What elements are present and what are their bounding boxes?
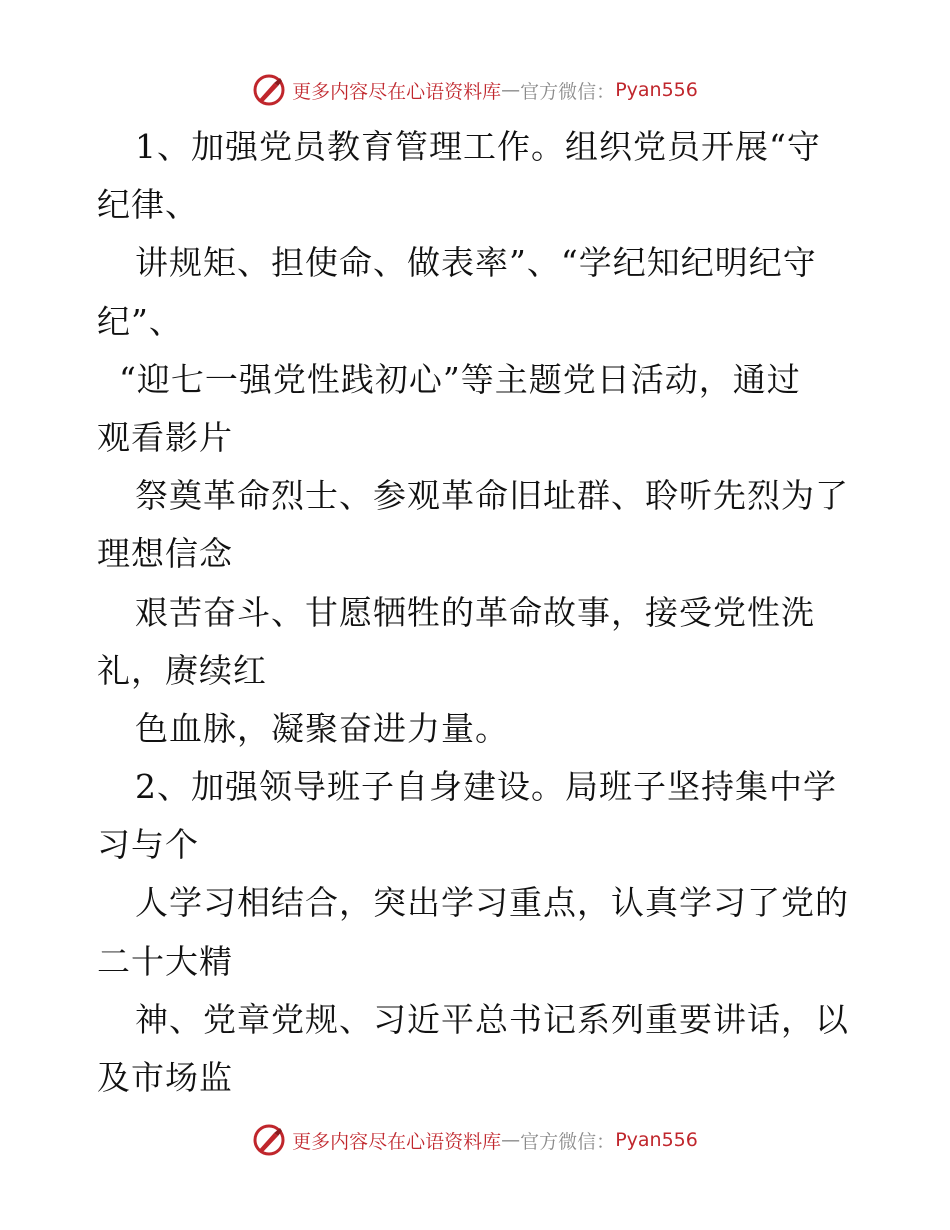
watermark-dash: — [501, 79, 521, 101]
text-line-7: 祭奠革命烈士、参观革命旧址群、聆听先烈为了 [135, 476, 849, 516]
watermark-dash: — [501, 1129, 521, 1151]
watermark-brand: 更多内容尽在心语资料库 [292, 80, 502, 103]
pen-logo-icon [252, 1123, 286, 1157]
text-line-4: 纪”、 [97, 301, 183, 341]
text-line-5: “迎七一强党性践初心”等主题党日活动，通过 [119, 359, 801, 399]
text-line-1: 1、加强党员教育管理工作。组织党员开展“守 [135, 127, 821, 166]
text-line-16: 神、党章党规、习近平总书记系列重要讲话，以 [135, 999, 849, 1039]
watermark-brand: 更多内容尽在心语资料库 [292, 1130, 502, 1153]
text-line-12: 2、加强领导班子自身建设。局班子坚持集中学 [135, 767, 837, 807]
watermark-account: Pyan556 [615, 1129, 698, 1151]
text-line-14: 人学习相结合，突出学习重点，认真学习了党的 [135, 883, 849, 923]
watermark-account: Pyan556 [615, 79, 698, 101]
pen-logo-icon [252, 73, 286, 107]
text-line-17: 及市场监 [97, 1058, 233, 1097]
document-body [97, 118, 857, 1107]
text-line-6: 观看影片 [97, 417, 233, 457]
text-line-13: 习与个 [97, 825, 199, 865]
watermark-suffix: 官方微信： [520, 80, 616, 103]
text-line-10: 礼，赓续红 [97, 650, 267, 690]
text-line-9: 艰苦奋斗、甘愿牺牲的革命故事，接受党性洗 [135, 592, 815, 632]
footer-watermark [0, 1120, 950, 1160]
text-line-11: 色血脉，凝聚奋进力量。 [135, 708, 509, 748]
text-line-8: 理想信念 [97, 534, 233, 574]
text-line-15: 二十大精 [97, 941, 233, 981]
text-line-2: 纪律、 [97, 185, 199, 225]
header-watermark [0, 70, 950, 110]
text-line-3: 讲规矩、担使命、做表率”、“学纪知纪明纪守 [135, 243, 817, 283]
watermark-suffix: 官方微信： [520, 1130, 616, 1153]
